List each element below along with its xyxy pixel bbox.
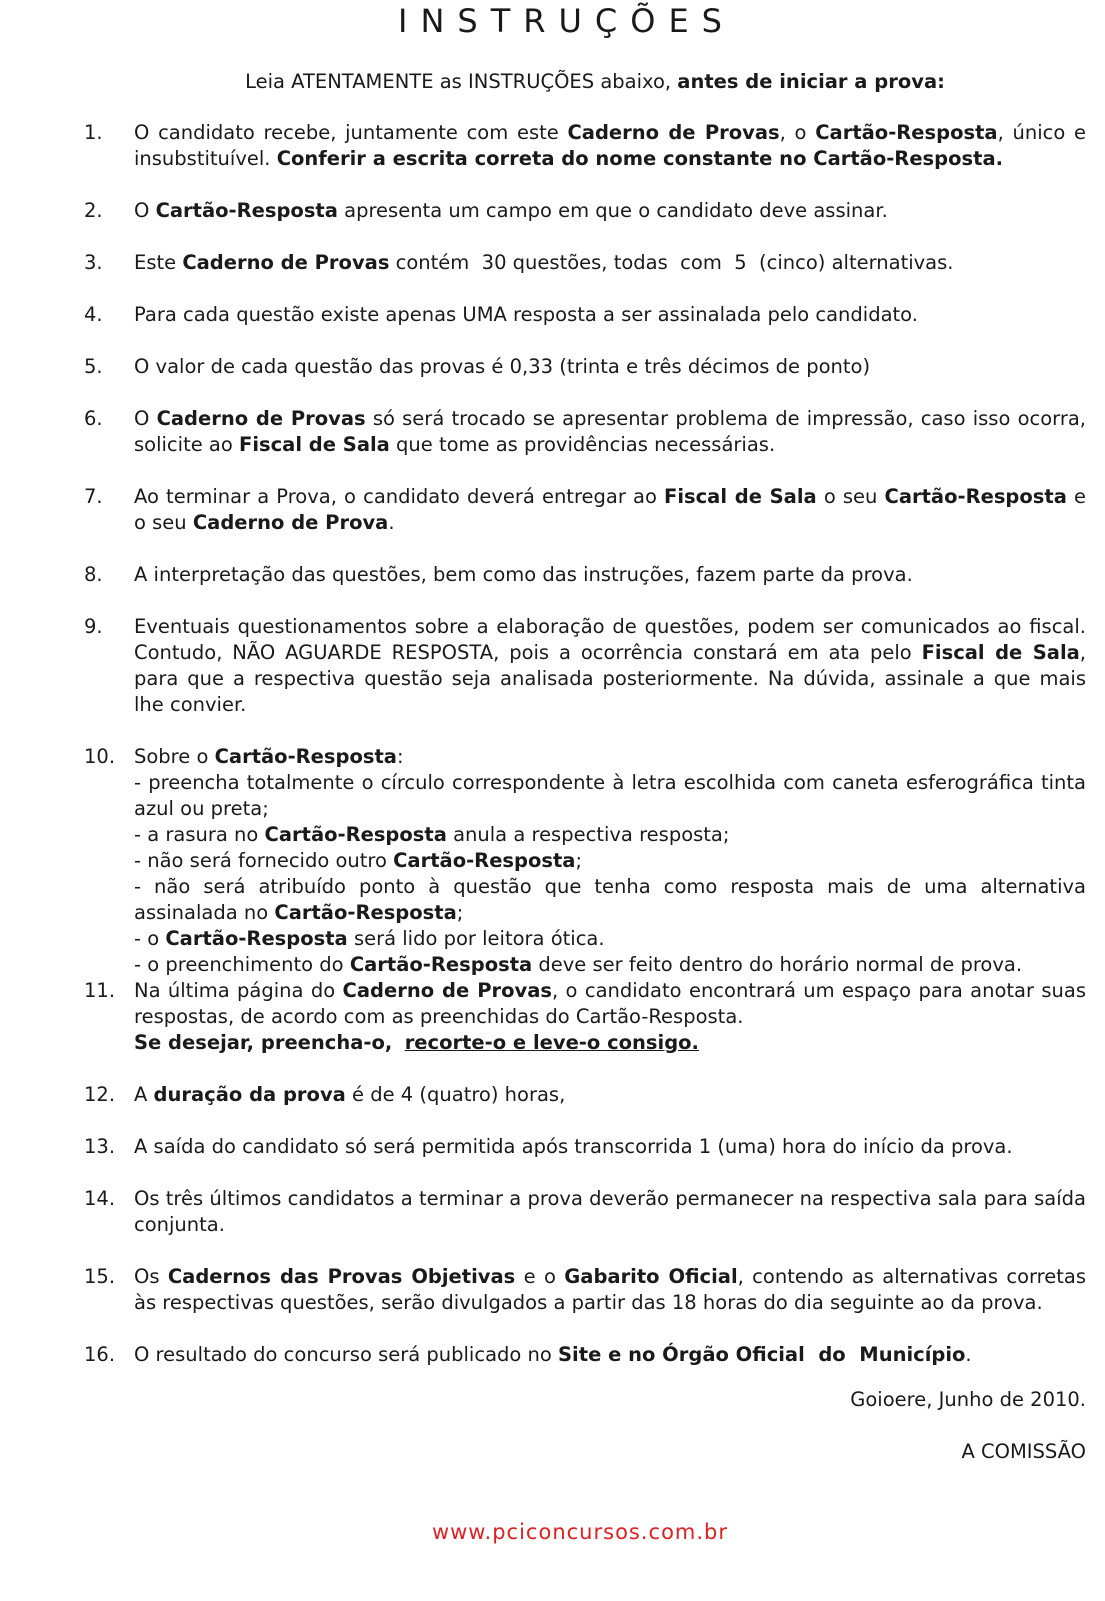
instruction-10 (84, 744, 1086, 978)
item-bold: Fiscal de Sala (239, 433, 390, 456)
item-number: 12. (84, 1083, 116, 1106)
item-text: A interpretação das questões, bem como das instruções, fazem parte da prova. (134, 563, 913, 586)
item-bold: Cartão-Resposta (214, 745, 397, 768)
item-bold: Se desejar, preencha-o, (134, 1031, 393, 1054)
instruction-8 (84, 562, 1086, 588)
item-text: e o seu (134, 485, 1086, 534)
page-title: INSTRUÇÕES (398, 2, 735, 40)
instruction-14 (84, 1186, 1086, 1238)
instruction-3 (84, 250, 1086, 276)
item-text: , para que a respectiva questão seja analisada posteriormente. Na dúvida, assinale a que mais lhe convier. (134, 641, 1086, 716)
item-text: e o (523, 1265, 556, 1288)
item-text: - não será atribuído ponto à questão que tenha como resposta mais de uma alternativa assinalada no (134, 875, 1086, 924)
item-bold: Fiscal de Sala (664, 485, 817, 508)
item-bold: Cartão-Resposta (349, 953, 533, 976)
item-text: A (134, 1083, 148, 1106)
item-bold: Cartão-Resposta (884, 485, 1067, 508)
item-bold: Caderno de Provas (342, 979, 552, 1002)
item-number: 10. (84, 745, 116, 768)
item-text: deve ser feito dentro do horário normal de prova. (538, 953, 1023, 976)
instructions-list (84, 120, 1086, 1394)
item-bold: Caderno de Provas (156, 407, 366, 430)
item-text: . (388, 511, 395, 534)
instruction-15 (84, 1264, 1086, 1316)
instruction-12 (84, 1082, 1086, 1108)
item-number: 5. (84, 355, 103, 378)
item-bold: Caderno de Prova (192, 511, 389, 534)
item-text: será lido por leitora ótica. (353, 927, 605, 950)
item-text: Na última página do (134, 979, 336, 1002)
item-bold: Gabarito Oficial (564, 1265, 738, 1288)
instruction-11 (84, 978, 1086, 1056)
item-text: Sobre o (134, 745, 209, 768)
item-bold: Cartão-Resposta (815, 121, 998, 144)
sub-item-5 (134, 926, 1086, 952)
item-bold: Cartão-Resposta (393, 849, 576, 872)
item-number: 7. (84, 485, 103, 508)
item-text: O valor de cada questão das provas é 0,33 (trinta e três décimos de ponto) (134, 355, 871, 378)
intro-bold: antes de iniciar a prova: (677, 70, 945, 93)
item-text: ; (456, 901, 464, 924)
place-date: Goioere, Junho de 2010. (850, 1388, 1086, 1411)
item-text: O resultado do concurso será publicado no (134, 1343, 552, 1366)
item-bold: Cartão-Resposta (155, 199, 338, 222)
item-number: 9. (84, 615, 103, 638)
item-text: apresenta um campo em que o candidato deve assinar. (344, 199, 888, 222)
item-bold: Cartão-Resposta (264, 823, 447, 846)
item-bold: Fiscal de Sala (921, 641, 1080, 664)
instruction-13 (84, 1134, 1086, 1160)
instruction-5 (84, 354, 1086, 380)
item-text: , o (779, 121, 807, 144)
item-text: , o candidato encontrará um espaço para anotar suas respostas, de acordo com as preenchidas do Cartão-Resposta. (134, 979, 1086, 1028)
item-text: - o preenchimento do (134, 953, 344, 976)
sub-item-6 (134, 952, 1086, 978)
sub-item-1: - preencha totalmente o círculo correspondente à letra escolhida com caneta esferográfica tinta azul ou preta; (134, 771, 1086, 820)
instruction-9 (84, 614, 1086, 718)
item-number: 6. (84, 407, 103, 430)
item-bold: Cartão-Resposta (165, 927, 348, 950)
sub-item-4 (134, 874, 1086, 926)
item-text: - a rasura no (134, 823, 259, 846)
item-number: 3. (84, 251, 103, 274)
instruction-1 (84, 120, 1086, 172)
item-text: Os (134, 1265, 160, 1288)
item-number: 11. (84, 979, 116, 1002)
item-text: - o (134, 927, 160, 950)
item-text: . (965, 1343, 972, 1366)
item-bold: Caderno de Provas (567, 121, 780, 144)
item-bold: Site e no Órgão Oficial do Município (558, 1343, 966, 1366)
item-number: 8. (84, 563, 103, 586)
footer-url[interactable]: www.pciconcursos.com.br (431, 1520, 729, 1544)
item-text: ; (575, 849, 583, 872)
item-number: 2. (84, 199, 103, 222)
item-bold: duração da prova (153, 1083, 346, 1106)
item-text: O (134, 199, 150, 222)
item-number: 15. (84, 1265, 116, 1288)
item-text: Eventuais questionamentos sobre a elaboração de questões, podem ser comunicados ao fiscal. Contudo, NÃO AGUARDE RESPOSTA, pois a ocorrência constará em ata pelo (134, 615, 1086, 664)
item-text: contém 30 questões, todas com 5 (cinco) alternativas. (395, 251, 954, 274)
item-heading (134, 744, 1086, 770)
item-bold-line (134, 1030, 1086, 1056)
item-number: 4. (84, 303, 103, 326)
item-number: 14. (84, 1187, 116, 1210)
item-text: Ao terminar a Prova, o candidato deverá entregar ao (134, 485, 657, 508)
item-text: Os três últimos candidatos a terminar a prova deverão permanecer na respectiva sala para saída conjunta. (134, 1187, 1086, 1236)
item-text: é de 4 (quatro) horas, (352, 1083, 566, 1106)
intro-text: Leia ATENTAMENTE as INSTRUÇÕES abaixo, (245, 70, 672, 93)
item-number: 1. (84, 121, 103, 144)
instruction-4 (84, 302, 1086, 328)
instruction-7 (84, 484, 1086, 536)
item-number: 16. (84, 1343, 116, 1366)
sub-item-2 (134, 822, 1086, 848)
instruction-2 (84, 198, 1086, 224)
item-bold: Cartão-Resposta (274, 901, 457, 924)
item-text: que tome as providências necessárias. (396, 433, 776, 456)
item-text: anula a respectiva resposta; (453, 823, 730, 846)
sub-item-3 (134, 848, 1086, 874)
instruction-6 (84, 406, 1086, 458)
item-text: - não será fornecido outro (134, 849, 387, 872)
intro-line (0, 70, 1105, 93)
item-text: , contendo as alternativas corretas às respectivas questões, serão divulgados a partir das 18 horas do dia seguinte ao da prova. (134, 1265, 1087, 1314)
item-text: só será trocado se apresentar problema de impressão, caso isso ocorra, solicite ao (134, 407, 1087, 456)
item-text: Este (134, 251, 177, 274)
item-text: O (134, 407, 150, 430)
item-bold-underlined: recorte-o e leve-o consigo. (404, 1031, 699, 1054)
instruction-16 (84, 1342, 1086, 1368)
item-number: 13. (84, 1135, 116, 1158)
item-bold: Conferir a escrita correta do nome constante no Cartão-Resposta. (276, 147, 1004, 170)
item-text: : (396, 745, 404, 768)
item-text: Para cada questão existe apenas UMA resposta a ser assinalada pelo candidato. (134, 303, 918, 326)
item-text: o seu (823, 485, 878, 508)
item-text: O candidato recebe, juntamente com este (134, 121, 559, 144)
item-text: , único e insubstituível. (134, 121, 1087, 170)
item-bold: Cadernos das Provas Objetivas (167, 1265, 516, 1288)
item-bold: Caderno de Provas (182, 251, 390, 274)
item-text: A saída do candidato só será permitida após transcorrida 1 (uma) hora do início da prova. (134, 1135, 1013, 1158)
signature: A COMISSÃO (961, 1440, 1086, 1463)
